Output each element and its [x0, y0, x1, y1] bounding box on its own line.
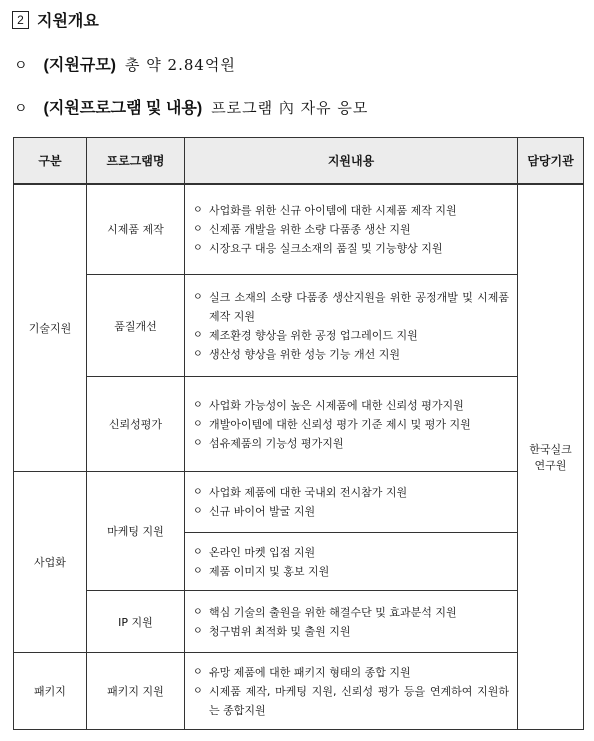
program-name: 신뢰성평가: [87, 377, 185, 472]
bullet-text: 시제품 제작, 마케팅 지원, 신뢰성 평가 등을 연계하여 지원하는 종합지원: [209, 684, 509, 717]
list-item: [193, 201, 509, 220]
category-cell: 기술지원: [14, 184, 87, 472]
program-name: 시제품 제작: [87, 184, 185, 275]
bullet-marker: ㅇ: [193, 666, 203, 678]
list-item: [193, 622, 509, 641]
bullet-text: 신규 바이어 발굴 지원: [209, 505, 316, 518]
table-row: [14, 184, 584, 275]
bullet-marker: ㅇ: [193, 242, 203, 254]
bullet-text: 제품 이미지 및 홍보 지원: [209, 564, 330, 578]
bullet-text: 청구범위 최적화 및 출원 지원: [209, 624, 351, 638]
bullet-text: 실크 소재의 소량 다품종 생산지원을 위한 공정개발 및 시제품 제작 지원: [209, 290, 509, 323]
bullet-marker: ㅇ: [193, 506, 203, 517]
list-item: [193, 415, 509, 434]
summary-value: 총 약 2.84억원: [125, 56, 236, 74]
bullet-marker: ㅇ: [193, 565, 203, 577]
table-row: [14, 653, 584, 730]
summary-value: 프로그램 內 자유 응모: [211, 99, 369, 117]
category-cell: 사업화: [14, 472, 87, 653]
bullet-marker: ㅇ: [193, 418, 203, 430]
bullet-marker: ㅇ: [193, 487, 203, 498]
bullet-text: 생산성 향상을 위한 성능 기능 개선 지원: [209, 347, 400, 361]
bullet-text: 핵심 기술의 출원을 위한 해결수단 및 효과분석 지원: [209, 605, 457, 619]
bullet-marker: ㅇ: [193, 437, 203, 449]
list-item: [193, 682, 509, 720]
bullet-marker: ㅇ: [193, 348, 203, 360]
agency-cell: 한국실크 연구원: [518, 184, 584, 730]
program-name: 패키지 지원: [87, 653, 185, 730]
list-item: [193, 396, 509, 415]
program-content: [185, 184, 518, 275]
bullet-marker: ㅇ: [193, 329, 203, 341]
list-item: [193, 543, 509, 562]
program-name: 품질개선: [87, 275, 185, 377]
summary-label: (지원규모): [43, 57, 117, 74]
bullet-text: 섬유제품의 기능성 평가지원: [209, 436, 344, 450]
list-item: [193, 345, 509, 364]
list-item: [193, 326, 509, 345]
summary-marker: ㅇ: [14, 58, 28, 74]
list-item: [193, 483, 509, 502]
program-content: [185, 275, 518, 377]
bullet-marker: ㅇ: [193, 399, 203, 411]
header-content: 지원내용: [185, 138, 518, 184]
bullet-marker: ㅇ: [193, 291, 203, 303]
header-agency: 담당기관: [518, 138, 584, 184]
list-item: [193, 502, 509, 521]
list-item: [193, 603, 509, 622]
bullet-text: 개발아이템에 대한 신뢰성 평가 기준 제시 및 평가 지원: [209, 417, 471, 431]
bullet-marker: ㅇ: [193, 223, 203, 235]
bullet-marker: ㅇ: [193, 625, 203, 637]
table-row: [14, 472, 584, 533]
summary-line-program: [14, 95, 368, 118]
list-item: [193, 562, 509, 581]
bullet-marker: ㅇ: [193, 606, 203, 618]
bullet-text: 사업화 제품에 대한 국내외 전시참가 지원: [209, 486, 408, 499]
section-title: 지원개요: [37, 13, 99, 30]
bullet-text: 사업화 가능성이 높은 시제품에 대한 신뢰성 평가지원: [209, 398, 464, 412]
list-item: [193, 288, 509, 326]
bullet-text: 신제품 개발을 위한 소량 다품종 생산 지원: [209, 222, 411, 236]
bullet-text: 유망 제품에 대한 패키지 형태의 종합 지원: [209, 665, 411, 679]
bullet-text: 온라인 마켓 입점 지원: [209, 545, 316, 559]
bullet-text: 사업화를 위한 신규 아이템에 대한 시제품 제작 지원: [209, 203, 457, 217]
bullet-marker: ㅇ: [193, 546, 203, 558]
program-content: [185, 472, 518, 533]
header-category: 구분: [14, 138, 87, 184]
summary-marker: ㅇ: [14, 101, 28, 117]
category-cell: 패키지: [14, 653, 87, 730]
list-item: [193, 663, 509, 682]
table-header-row: [14, 138, 584, 184]
bullet-marker: ㅇ: [193, 685, 203, 697]
program-content: [185, 653, 518, 730]
section-heading: [12, 8, 99, 31]
program-content: [185, 533, 518, 591]
bullet-text: 제조환경 향상을 위한 공정 업그레이드 지원: [209, 328, 418, 342]
program-table: [13, 137, 584, 730]
program-name: 마케팅 지원: [87, 472, 185, 591]
summary-label: (지원프로그램 및 내용): [43, 100, 203, 117]
bullet-text: 시장요구 대응 실크소재의 품질 및 기능향상 지원: [209, 241, 443, 255]
summary-line-scale: [14, 52, 236, 75]
list-item: [193, 220, 509, 239]
list-item: [193, 239, 509, 258]
list-item: [193, 434, 509, 453]
program-content: [185, 591, 518, 653]
table-row: [14, 591, 584, 653]
section-number: 2: [12, 11, 29, 29]
table-row: [14, 377, 584, 472]
bullet-marker: ㅇ: [193, 204, 203, 216]
header-program: 프로그램명: [87, 138, 185, 184]
program-content: [185, 377, 518, 472]
program-name: IP 지원: [87, 591, 185, 653]
table-row: [14, 275, 584, 377]
